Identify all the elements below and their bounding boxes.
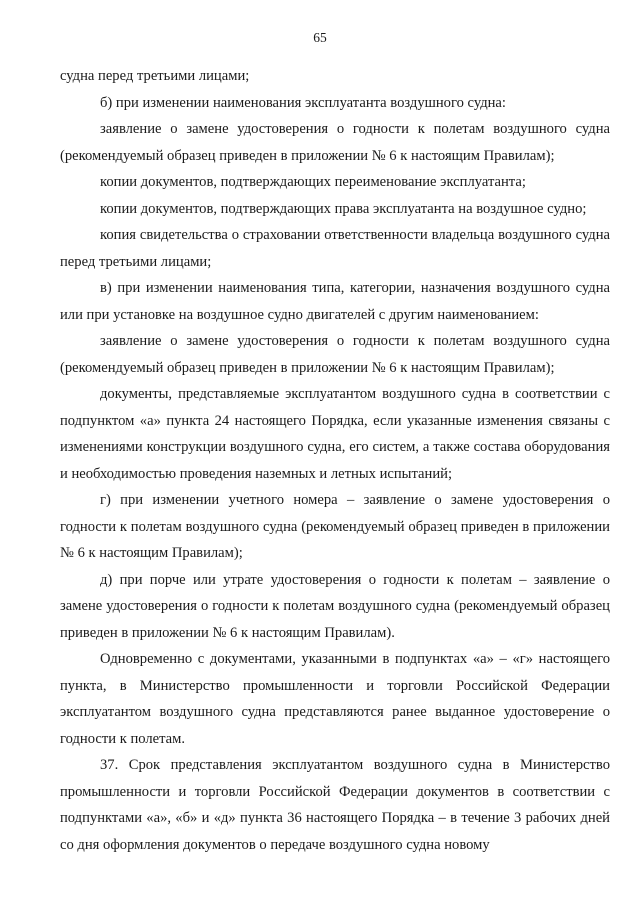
paragraph-subitem-b: б) при изменении наименования эксплуатанта воздушного судна: [100,94,506,111]
paragraph-item-37: 37. Срок представления эксплуатантом воздушного судна в Министерство промышленности и торговли Российской Федерации документов в соответствии с подпунктами «а», «б» и «д» пункта 36 настоящего Порядка – в течение 3 рабочих дней со дня оформления документов о передаче воздушного судна новому [60,757,610,853]
paragraph-b-application: заявление о замене удостоверения о годности к полетам воздушного судна (рекомендуемый образец приведен в приложении № 6 к настоящим Правилам); [60,121,610,164]
page-number: 65 [313,30,327,45]
paragraph-b-rights-copies: копии документов, подтверждающих права эксплуатанта на воздушное судно; [100,200,587,217]
paragraph-v-documents: документы, представляемые эксплуатантом воздушного судна в соответствии с подпунктом «а» пункта 24 настоящего Порядка, если указанные изменения связаны с изменениями конструкции воздушного судна, его систем, а также состава оборудования и необходимостью проведения наземных и летных испытаний; [60,386,610,482]
paragraph-subitem-v: в) при изменении наименования типа, категории, назначения воздушного судна или при установке на воздушное судно двигателей с другим наименованием: [60,280,610,323]
document-body [60,63,610,858]
paragraph-v-application: заявление о замене удостоверения о годности к полетам воздушного судна (рекомендуемый образец приведен в приложении № 6 к настоящим Правилам); [60,333,610,376]
paragraph-subitem-d: д) при порче или утрате удостоверения о годности к полетам – заявление о замене удостоверения о годности к полетам воздушного судна (рекомендуемый образец приведен в приложении № 6 к настоящим Правилам). [60,571,610,641]
paragraph-subitem-g: г) при изменении учетного номера – заявление о замене удостоверения о годности к полетам воздушного судна (рекомендуемый образец приведен в приложении № 6 к настоящим Правилам); [60,492,610,561]
paragraph-continuation: судна перед третьими лицами; [60,68,250,84]
paragraph-b-rename-copies: копии документов, подтверждающих переименование эксплуатанта; [100,174,526,190]
paragraph-simultaneously: Одновременно с документами, указанными в подпунктах «а» – «г» настоящего пункта, в Министерство промышленности и торговли Российской Федерации эксплуатантом воздушного судна представляются ранее выданное удостоверение о годности к полетам. [60,651,610,747]
paragraph-b-insurance-copy: копия свидетельства о страховании ответственности владельца воздушного судна перед третьими лицами; [60,227,610,270]
